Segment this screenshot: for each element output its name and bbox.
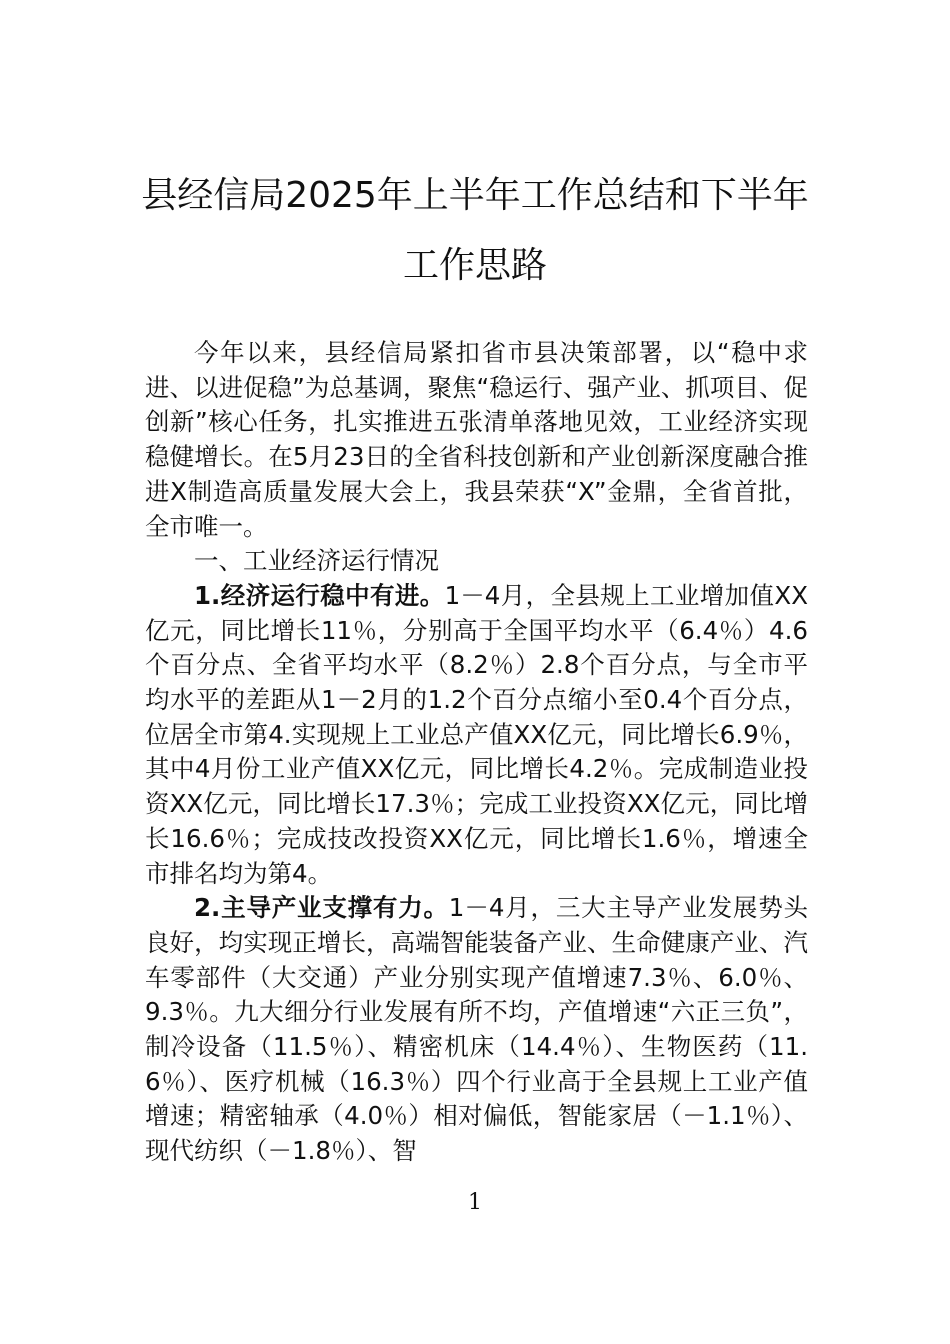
item1-text: 1－4月，全县规上工业增加值XX亿元，同比增长11％，分别高于全国平均水平（6.4％）4.6个百分点、全省平均水平（8.2％）2.8个百分点，与全市平均水平的差距从1－2月的1.2个百分点缩小至0.4个百分点，位居全市第4.实现规上工业总产值XX亿元，同比增长6.9％，其中4月份工业产值XX亿元，同比增长4.2％。完成制造业投资XX亿元，同比增长17.3％；完成工业投资XX亿元，同比增长16.6％；完成技改投资XX亿元，同比增长1.6％，增速全市排名均为第4。: [145, 580, 808, 888]
document-title-line1: 县经信局2025年上半年工作总结和下半年: [141, 175, 809, 216]
item1-lead: 1.经济运行稳中有进。: [194, 580, 445, 610]
item2-text: 1－4月，三大主导产业发展势头良好，均实现正增长，高端智能装备产业、生命健康产业、汽车零部件（大交通）产业分别实现产值增速7.3％、6.0％、9.3％。九大细分行业发展有所不均，产值增速“六正三负”，制冷设备（11.5％）、精密机床（14.4％）、生物医药（11.6％）、医疗机械（16.3％）四个行业高于全县规上工业产值增速；精密轴承（4.0％）相对偏低，智能家居（－1.1％）、现代纺织（－1.8％）、智: [145, 893, 808, 1166]
item1-paragraph: [145, 579, 808, 891]
page-number: 1: [468, 1190, 482, 1215]
intro-paragraph: 今年以来，县经信局紧扣省市县决策部署，以“稳中求进、以进促稳”为总基调，聚焦“稳运行、强产业、抓项目、促创新”核心任务，扎实推进五张清单落地见效，工业经济实现稳健增长。在5月23日的全省科技创新和产业创新深度融合推进X制造高质量发展大会上，我县荣获“X”金鼎，全省首批，全市唯一。: [145, 338, 808, 541]
document-body: [145, 336, 808, 1169]
item2-paragraph: [145, 891, 808, 1169]
item2-lead: 2.主导产业支撑有力。: [194, 893, 449, 923]
document-title-line2: 工作思路: [402, 245, 547, 286]
section-heading: 一、工业经济运行情况: [194, 546, 439, 576]
